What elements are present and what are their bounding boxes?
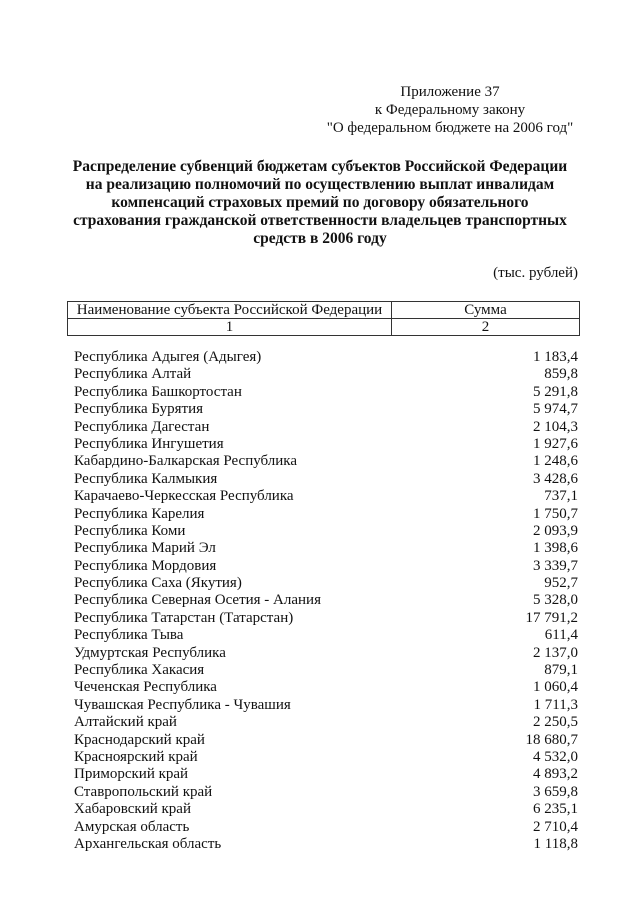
amount-value: 1 060,4 xyxy=(533,679,578,696)
amount-value: 1 927,6 xyxy=(533,435,578,452)
table-row xyxy=(74,645,578,662)
region-name: Красноярский край xyxy=(74,748,198,765)
table-row xyxy=(74,401,578,418)
amount-value: 4 532,0 xyxy=(533,748,578,765)
amount-value: 5 328,0 xyxy=(533,592,578,609)
table-row xyxy=(74,697,578,714)
table-row xyxy=(74,610,578,627)
amount-value: 18 680,7 xyxy=(525,731,578,748)
table-row xyxy=(74,749,578,766)
table-row xyxy=(74,662,578,679)
region-name: Республика Ингушетия xyxy=(74,435,224,452)
table-row xyxy=(74,836,578,853)
amount-value: 5 291,8 xyxy=(533,383,578,400)
amount-value: 2 104,3 xyxy=(533,418,578,435)
appendix-law-title: "О федеральном бюджете на 2006 год" xyxy=(326,120,574,136)
table-row xyxy=(74,592,578,609)
table-body xyxy=(74,349,578,853)
appendix-number: Приложение 37 xyxy=(400,84,500,100)
table-row xyxy=(74,506,578,523)
region-name: Приморский край xyxy=(74,766,189,783)
region-name: Республика Северная Осетия - Алания xyxy=(74,592,321,609)
region-name: Республика Тыва xyxy=(74,627,184,644)
region-name: Чувашская Республика - Чувашия xyxy=(74,696,291,713)
table-row xyxy=(74,819,578,836)
region-name: Хабаровский край xyxy=(74,801,191,818)
amount-value: 1 248,6 xyxy=(533,453,578,470)
amount-value: 2 137,0 xyxy=(533,644,578,661)
region-name: Республика Хакасия xyxy=(74,662,205,679)
amount-value: 6 235,1 xyxy=(533,801,578,818)
region-name: Ставропольский край xyxy=(74,783,213,800)
amount-value: 859,8 xyxy=(544,366,578,383)
region-name: Республика Татарстан (Татарстан) xyxy=(74,609,294,626)
amount-value: 3 339,7 xyxy=(533,557,578,574)
table-row xyxy=(74,732,578,749)
table-row xyxy=(74,436,578,453)
appendix-header xyxy=(300,83,600,137)
region-name: Алтайский край xyxy=(74,714,177,731)
amount-value: 2 250,5 xyxy=(533,714,578,731)
amount-value: 737,1 xyxy=(544,488,578,505)
table-row xyxy=(74,384,578,401)
amount-value: 879,1 xyxy=(544,662,578,679)
amount-value: 2 710,4 xyxy=(533,818,578,835)
document-title xyxy=(60,158,580,248)
table-row xyxy=(74,766,578,783)
column-header-sum: Сумма xyxy=(392,302,580,319)
region-name: Республика Дагестан xyxy=(74,418,210,435)
table-row xyxy=(74,488,578,505)
table-row xyxy=(74,784,578,801)
title-line: средств в 2006 году xyxy=(253,230,387,247)
table-row xyxy=(74,540,578,557)
amount-value: 1 118,8 xyxy=(533,835,578,852)
amount-value: 611,4 xyxy=(544,627,578,644)
amount-value: 17 791,2 xyxy=(525,609,578,626)
region-name: Республика Марий Эл xyxy=(74,540,216,557)
region-name: Республика Башкортостан xyxy=(74,383,242,400)
title-line: страхования гражданской ответственности владельцев транспортных xyxy=(73,212,567,229)
table-header xyxy=(67,301,580,336)
region-name: Архангельская область xyxy=(74,835,222,852)
region-name: Республика Коми xyxy=(74,522,186,539)
amount-value: 1 711,3 xyxy=(533,696,578,713)
region-name: Республика Адыгея (Адыгея) xyxy=(74,349,262,365)
region-name: Республика Калмыкия xyxy=(74,470,218,487)
region-name: Республика Саха (Якутия) xyxy=(74,575,242,592)
amount-value: 4 893,2 xyxy=(533,766,578,783)
region-name: Республика Алтай xyxy=(74,366,192,383)
table-row xyxy=(74,801,578,818)
region-name: Амурская область xyxy=(74,818,190,835)
amount-value: 1 183,4 xyxy=(533,349,578,365)
region-name: Чеченская Республика xyxy=(74,679,217,696)
column-header-name: Наименование субъекта Российской Федерации xyxy=(68,302,392,319)
amount-value: 3 659,8 xyxy=(533,783,578,800)
region-name: Республика Карелия xyxy=(74,505,205,522)
title-line: на реализацию полномочий по осуществлению выплат инвалидам xyxy=(85,176,555,193)
region-name: Республика Бурятия xyxy=(74,401,204,418)
table-row xyxy=(74,575,578,592)
region-name: Краснодарский край xyxy=(74,731,205,748)
region-name: Республика Мордовия xyxy=(74,557,217,574)
table-row xyxy=(74,523,578,540)
units-label: (тыс. рублей) xyxy=(493,265,578,281)
table-row xyxy=(74,558,578,575)
table-row xyxy=(74,627,578,644)
table-row xyxy=(74,679,578,696)
table-row xyxy=(74,419,578,436)
table-row xyxy=(74,366,578,383)
table-row xyxy=(74,714,578,731)
amount-value: 2 093,9 xyxy=(533,522,578,539)
amount-value: 3 428,6 xyxy=(533,470,578,487)
region-name: Кабардино-Балкарская Республика xyxy=(74,453,298,470)
column-number-1: 1 xyxy=(68,319,392,336)
title-line: Распределение субвенций бюджетам субъектов Российской Федерации xyxy=(72,158,568,175)
region-name: Карачаево-Черкесская Республика xyxy=(74,488,294,505)
table-row xyxy=(74,471,578,488)
title-line: компенсаций страховых премий по договору обязательного xyxy=(111,194,529,211)
amount-value: 1 750,7 xyxy=(533,505,578,522)
table-row xyxy=(74,453,578,470)
amount-value: 5 974,7 xyxy=(533,401,578,418)
column-number-2: 2 xyxy=(392,319,580,336)
region-name: Удмуртская Республика xyxy=(74,644,226,661)
appendix-law-ref: к Федеральному закону xyxy=(374,102,526,118)
amount-value: 952,7 xyxy=(544,575,578,592)
amount-value: 1 398,6 xyxy=(533,540,578,557)
table-row xyxy=(74,349,578,366)
